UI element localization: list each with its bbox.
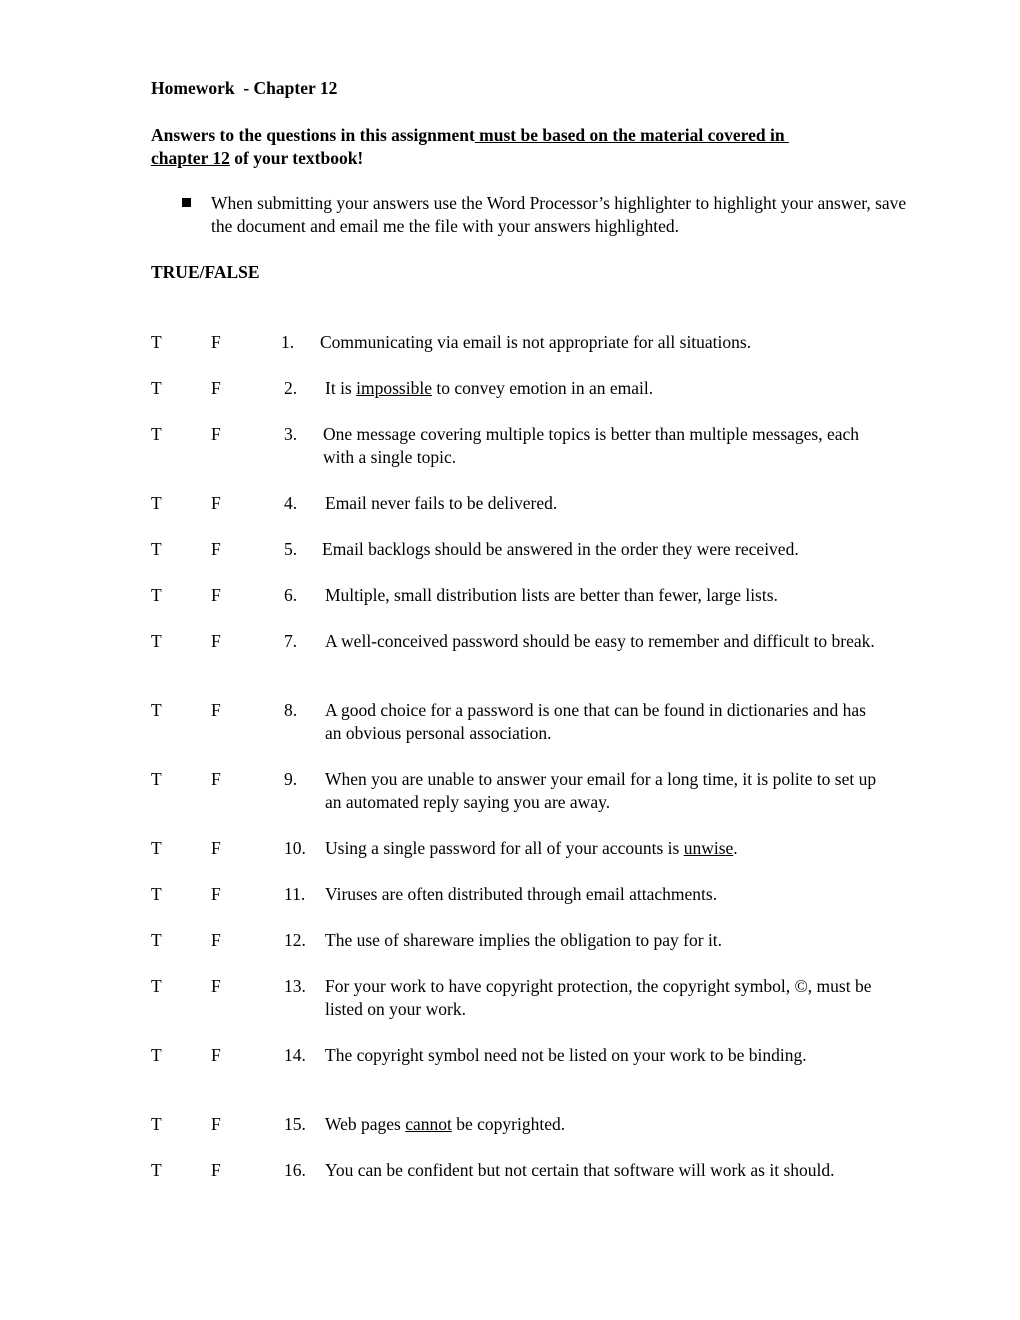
true-option[interactable]: T — [151, 585, 162, 605]
question-text — [325, 837, 885, 860]
false-option[interactable]: F — [211, 585, 221, 605]
true-option[interactable]: T — [151, 378, 162, 398]
question-number: 4. — [284, 493, 298, 513]
intro-text-1: Answers to the questions in this assignment — [151, 125, 475, 145]
question-number: 6. — [284, 585, 298, 605]
intro-text-4: of your textbook! — [229, 148, 364, 168]
question-text — [325, 1113, 885, 1136]
true-option[interactable]: T — [151, 631, 162, 651]
true-option[interactable]: T — [151, 493, 162, 513]
question-text-start: It is — [325, 378, 357, 398]
false-option[interactable]: F — [211, 700, 221, 720]
question-number: 13. — [284, 976, 306, 996]
question-text-end: to convey emotion in an email. — [431, 378, 654, 398]
intro-text-3: chapter 12 — [151, 148, 230, 168]
question-text-start: Using a single password for all of your accounts is — [325, 838, 684, 858]
question-number: 9. — [284, 769, 298, 789]
square-bullet-icon — [182, 198, 191, 207]
question-text: Communicating via email is not appropriate for all situations. — [320, 332, 752, 352]
question-text: A well-conceived password should be easy to remember and difficult to break. — [325, 631, 875, 651]
question-number: 16. — [284, 1160, 306, 1180]
question-text: Viruses are often distributed through email attachments. — [325, 884, 718, 904]
true-option[interactable]: T — [151, 539, 162, 559]
question-text: The copyright symbol need not be listed on your work to be binding. — [325, 1045, 807, 1065]
intro-text-2: must be based on the material covered in — [474, 125, 789, 145]
false-option[interactable]: F — [211, 1160, 221, 1180]
false-option[interactable]: F — [211, 631, 221, 651]
false-option[interactable]: F — [211, 1114, 221, 1134]
true-option[interactable]: T — [151, 838, 162, 858]
question-number: 12. — [284, 930, 306, 950]
question-text-underlined: cannot — [405, 1114, 452, 1134]
question-number: 11. — [284, 884, 306, 904]
false-option[interactable]: F — [211, 539, 221, 559]
question-number: 8. — [284, 700, 298, 720]
true-option[interactable]: T — [151, 930, 162, 950]
false-option[interactable]: F — [211, 378, 221, 398]
question-text: Multiple, small distribution lists are better than fewer, large lists. — [325, 585, 778, 605]
true-option[interactable]: T — [151, 976, 162, 996]
question-number: 1. — [281, 332, 295, 352]
instruction-text: When submitting your answers use the Word Processor’s highlighter to highlight your answer, save the document and email me the file with your answers highlighted. — [211, 193, 907, 236]
question-number: 3. — [284, 424, 298, 444]
false-option[interactable]: F — [211, 884, 221, 904]
question-text: The use of shareware implies the obligation to pay for it. — [325, 930, 723, 950]
question-number: 2. — [284, 378, 298, 398]
question-text: You can be confident but not certain that software will work as it should. — [325, 1160, 835, 1180]
false-option[interactable]: F — [211, 1045, 221, 1065]
question-text-end: . — [733, 838, 738, 858]
true-option[interactable]: T — [151, 700, 162, 720]
question-text-end: be copyrighted. — [451, 1114, 566, 1134]
false-option[interactable]: F — [211, 838, 221, 858]
true-option[interactable]: T — [151, 1160, 162, 1180]
true-option[interactable]: T — [151, 884, 162, 904]
false-option[interactable]: F — [211, 424, 221, 444]
true-option[interactable]: T — [151, 332, 162, 352]
question-text: Email backlogs should be answered in the order they were received. — [322, 539, 799, 559]
false-option[interactable]: F — [211, 493, 221, 513]
true-option[interactable]: T — [151, 1114, 162, 1134]
question-number: 7. — [284, 631, 298, 651]
true-option[interactable]: T — [151, 1045, 162, 1065]
question-text: For your work to have copyright protection, the copyright symbol, ©, must be listed on your work. — [325, 976, 872, 1019]
false-option[interactable]: F — [211, 332, 221, 352]
false-option[interactable]: F — [211, 769, 221, 789]
question-text-underlined: impossible — [356, 378, 432, 398]
question-number: 5. — [284, 539, 298, 559]
false-option[interactable]: F — [211, 930, 221, 950]
question-text: When you are unable to answer your email for a long time, it is polite to set up an automated reply saying you are away. — [325, 769, 877, 812]
question-text-start: Web pages — [325, 1114, 406, 1134]
question-number: 14. — [284, 1045, 306, 1065]
question-text: Email never fails to be delivered. — [325, 493, 558, 513]
intro-paragraph — [151, 124, 911, 170]
true-option[interactable]: T — [151, 769, 162, 789]
false-option[interactable]: F — [211, 976, 221, 996]
question-text — [325, 377, 885, 400]
question-number: 10. — [284, 838, 306, 858]
true-option[interactable]: T — [151, 424, 162, 444]
section-heading: TRUE/FALSE — [151, 262, 260, 282]
question-text-underlined: unwise — [683, 838, 734, 858]
question-text: One message covering multiple topics is better than multiple messages, each with a single topic. — [323, 424, 860, 467]
question-number: 15. — [284, 1114, 306, 1134]
page-title: Homework - Chapter 12 — [151, 78, 338, 98]
question-text: A good choice for a password is one that can be found in dictionaries and has an obvious personal association. — [325, 700, 866, 743]
